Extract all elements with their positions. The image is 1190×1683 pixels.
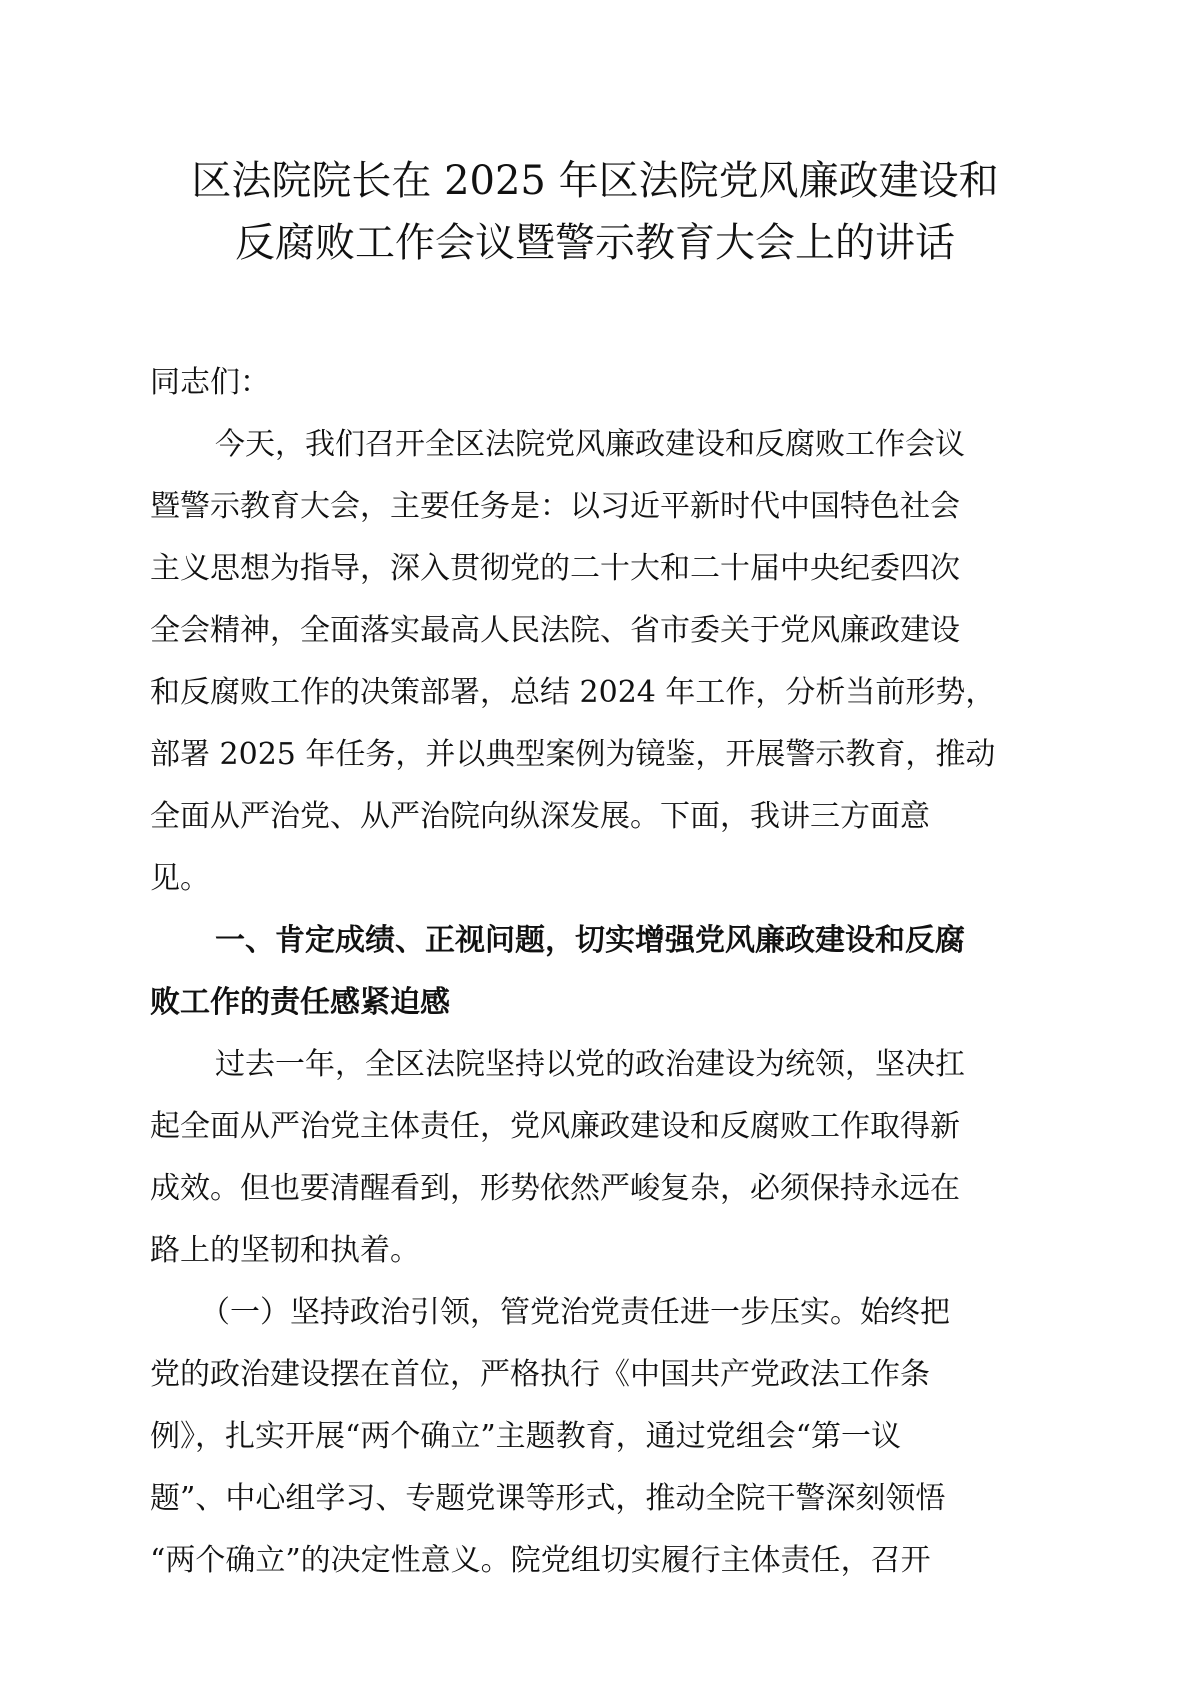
document-body <box>150 352 1042 1592</box>
title-line-2: 反腐败工作会议暨警示教育大会上的讲话 <box>235 220 955 266</box>
paragraph-line: 党的政治建设摆在首位，严格执行《中国共产党政法工作条 <box>150 1357 930 1392</box>
paragraph-intro <box>150 414 1042 910</box>
paragraph-line: 例》，扎实开展“两个确立”主题教育，通过党组会“第一议 <box>150 1419 902 1454</box>
section-heading-1 <box>150 910 1042 1034</box>
paragraph-line: 过去一年，全区法院坚持以党的政治建设为统领，坚决扛 <box>215 1047 965 1082</box>
paragraph-line: 全会精神，全面落实最高人民法院、省市委关于党风廉政建设 <box>150 613 960 648</box>
salutation: 同志们： <box>150 365 270 400</box>
title-line-1: 区法院院长在 2025 年区法院党风廉政建设和 <box>191 158 999 204</box>
document-title <box>120 150 1070 274</box>
paragraph-line: 和反腐败工作的决策部署，总结 2024 年工作，分析当前形势， <box>150 675 996 710</box>
paragraph-line: 题”、中心组学习、专题党课等形式，推动全院干警深刻领悟 <box>150 1481 946 1516</box>
paragraph-line: “两个确立”的决定性意义。院党组切实履行主体责任，召开 <box>150 1543 931 1578</box>
paragraph-review <box>150 1034 1042 1282</box>
paragraph-line: 暨警示教育大会，主要任务是：以习近平新时代中国特色社会 <box>150 489 960 524</box>
paragraph-line: 全面从严治党、从严治院向纵深发展。下面，我讲三方面意 <box>150 799 930 834</box>
heading-line: 一、肯定成绩、正视问题，切实增强党风廉政建设和反腐 <box>215 923 965 958</box>
paragraph-line: 路上的坚韧和执着。 <box>150 1233 420 1268</box>
paragraph-line: 起全面从严治党主体责任，党风廉政建设和反腐败工作取得新 <box>150 1109 960 1144</box>
heading-line: 败工作的责任感紧迫感 <box>150 985 450 1020</box>
paragraph-line: 部署 2025 年任务，并以典型案例为镜鉴，开展警示教育，推动 <box>150 737 996 772</box>
paragraph-subsection-1 <box>150 1282 1042 1592</box>
paragraph-line: 今天，我们召开全区法院党风廉政建设和反腐败工作会议 <box>215 427 965 462</box>
paragraph-line: 见。 <box>150 861 210 896</box>
paragraph-line: （一）坚持政治引领，管党治党责任进一步压实。始终把 <box>200 1295 950 1330</box>
paragraph-line: 主义思想为指导，深入贯彻党的二十大和二十届中央纪委四次 <box>150 551 960 586</box>
paragraph-line: 成效。但也要清醒看到，形势依然严峻复杂，必须保持永远在 <box>150 1171 960 1206</box>
